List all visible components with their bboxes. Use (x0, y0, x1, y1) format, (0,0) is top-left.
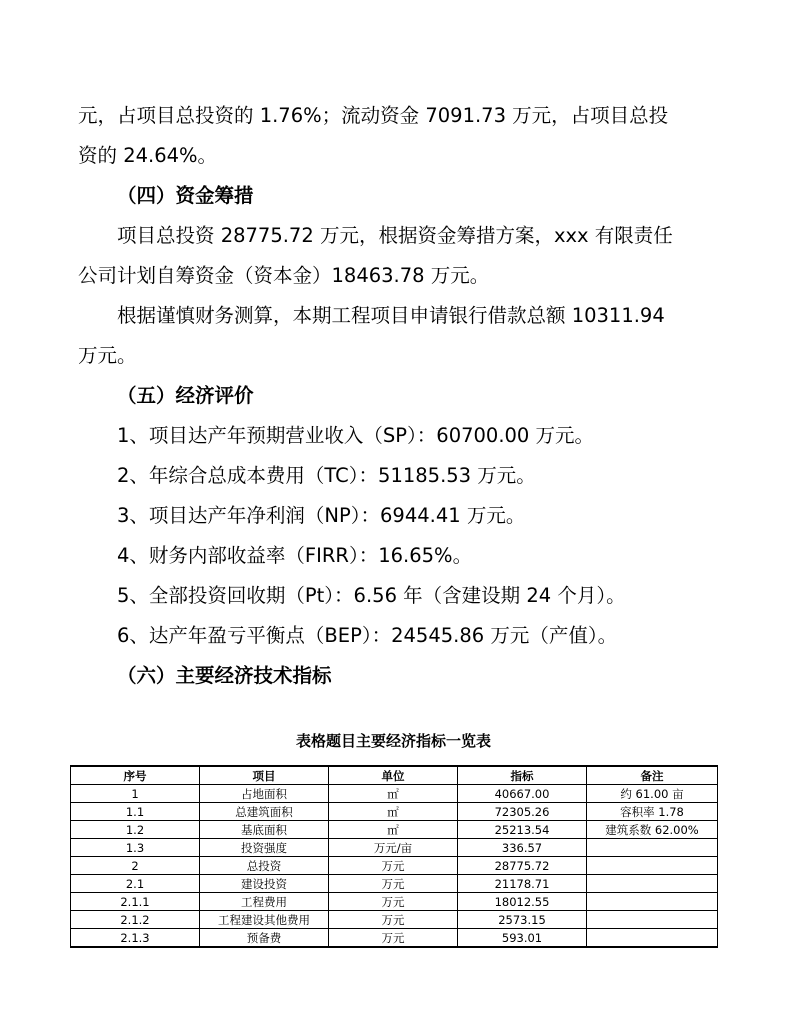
table-cell: ㎡ (329, 803, 458, 821)
table-cell: 占地面积 (200, 785, 329, 803)
table-cell (587, 857, 718, 875)
table-cell: 总建筑面积 (200, 803, 329, 821)
table-caption: 表格题目主要经济指标一览表 (295, 732, 491, 750)
list-item: 1、项目达产年预期营业收入（SP）：60700.00 万元。 (117, 424, 595, 447)
table-cell (587, 929, 718, 948)
table-header-row (71, 766, 718, 785)
table-cell: 万元 (329, 857, 458, 875)
table-cell: 建设投资 (200, 875, 329, 893)
header-cell: 序号 (71, 766, 200, 785)
table-cell: 2.1 (71, 875, 200, 893)
table-cell: 工程建设其他费用 (200, 911, 329, 929)
header-cell: 项目 (200, 766, 329, 785)
section-heading: （六）主要经济技术指标 (117, 664, 332, 687)
list-item: 4、财务内部收益率（FIRR）：16.65%。 (117, 544, 473, 567)
table-row (71, 821, 718, 839)
list-item: 5、全部投资回收期（Pt）：6.56 年（含建设期 24 个月）。 (117, 584, 626, 607)
table-cell (587, 875, 718, 893)
paragraph-line: 项目总投资 28775.72 万元，根据资金筹措方案，xxx 有限责任 (117, 224, 673, 247)
header-cell: 单位 (329, 766, 458, 785)
list-item: 6、达产年盈亏平衡点（BEP）：24545.86 万元（产值）。 (117, 624, 618, 647)
table-cell: 1.3 (71, 839, 200, 857)
table-cell: 1.2 (71, 821, 200, 839)
table-cell: 1.1 (71, 803, 200, 821)
list-item: 2、年综合总成本费用（TC）：51185.53 万元。 (117, 464, 536, 487)
table-cell: ㎡ (329, 785, 458, 803)
list-item: 3、项目达产年净利润（NP）：6944.41 万元。 (117, 504, 526, 527)
table-cell: 万元 (329, 911, 458, 929)
table-row (71, 857, 718, 875)
table-cell: 万元 (329, 875, 458, 893)
table-cell: 容积率 1.78 (587, 803, 718, 821)
table-cell: 28775.72 (458, 857, 587, 875)
table-cell: ㎡ (329, 821, 458, 839)
header-cell: 备注 (587, 766, 718, 785)
table-cell: 工程费用 (200, 893, 329, 911)
table-cell: 2.1.3 (71, 929, 200, 948)
table-row (71, 893, 718, 911)
table-row (71, 839, 718, 857)
table-cell: 21178.71 (458, 875, 587, 893)
table-cell: 万元 (329, 893, 458, 911)
table-cell: 万元 (329, 929, 458, 948)
table-row (71, 875, 718, 893)
paragraph-line: 根据谨慎财务测算，本期工程项目申请银行借款总额 10311.94 (117, 304, 665, 327)
table-row (71, 911, 718, 929)
table-cell: 336.57 (458, 839, 587, 857)
paragraph-line: 元，占项目总投资的 1.76%；流动资金 7091.73 万元，占项目总投 (78, 104, 669, 127)
table-cell: 40667.00 (458, 785, 587, 803)
header-cell: 指标 (458, 766, 587, 785)
table-cell: 1 (71, 785, 200, 803)
table-cell: 预备费 (200, 929, 329, 948)
table-cell: 72305.26 (458, 803, 587, 821)
table-cell: 投资强度 (200, 839, 329, 857)
table-row (71, 803, 718, 821)
table-row (71, 929, 718, 948)
table-cell: 18012.55 (458, 893, 587, 911)
table-row (71, 785, 718, 803)
table-cell: 2.1.2 (71, 911, 200, 929)
table-cell: 2 (71, 857, 200, 875)
table-cell: 25213.54 (458, 821, 587, 839)
table-cell: 基底面积 (200, 821, 329, 839)
table-cell: 万元/亩 (329, 839, 458, 857)
paragraph-line: 万元。 (78, 344, 137, 367)
paragraph-line: 公司计划自筹资金（资本金）18463.78 万元。 (78, 264, 490, 287)
table-cell: 2.1.1 (71, 893, 200, 911)
table-cell: 593.01 (458, 929, 587, 948)
table-cell (587, 911, 718, 929)
economic-indicators-table (70, 765, 718, 948)
section-heading: （四）资金筹措 (117, 184, 254, 207)
paragraph-line: 资的 24.64%。 (78, 144, 218, 167)
section-heading: （五）经济评价 (117, 384, 254, 407)
table-cell: 建筑系数 62.00% (587, 821, 718, 839)
table-cell (587, 839, 718, 857)
table-cell: 2573.15 (458, 911, 587, 929)
table-cell (587, 893, 718, 911)
table-cell: 总投资 (200, 857, 329, 875)
table-cell: 约 61.00 亩 (587, 785, 718, 803)
